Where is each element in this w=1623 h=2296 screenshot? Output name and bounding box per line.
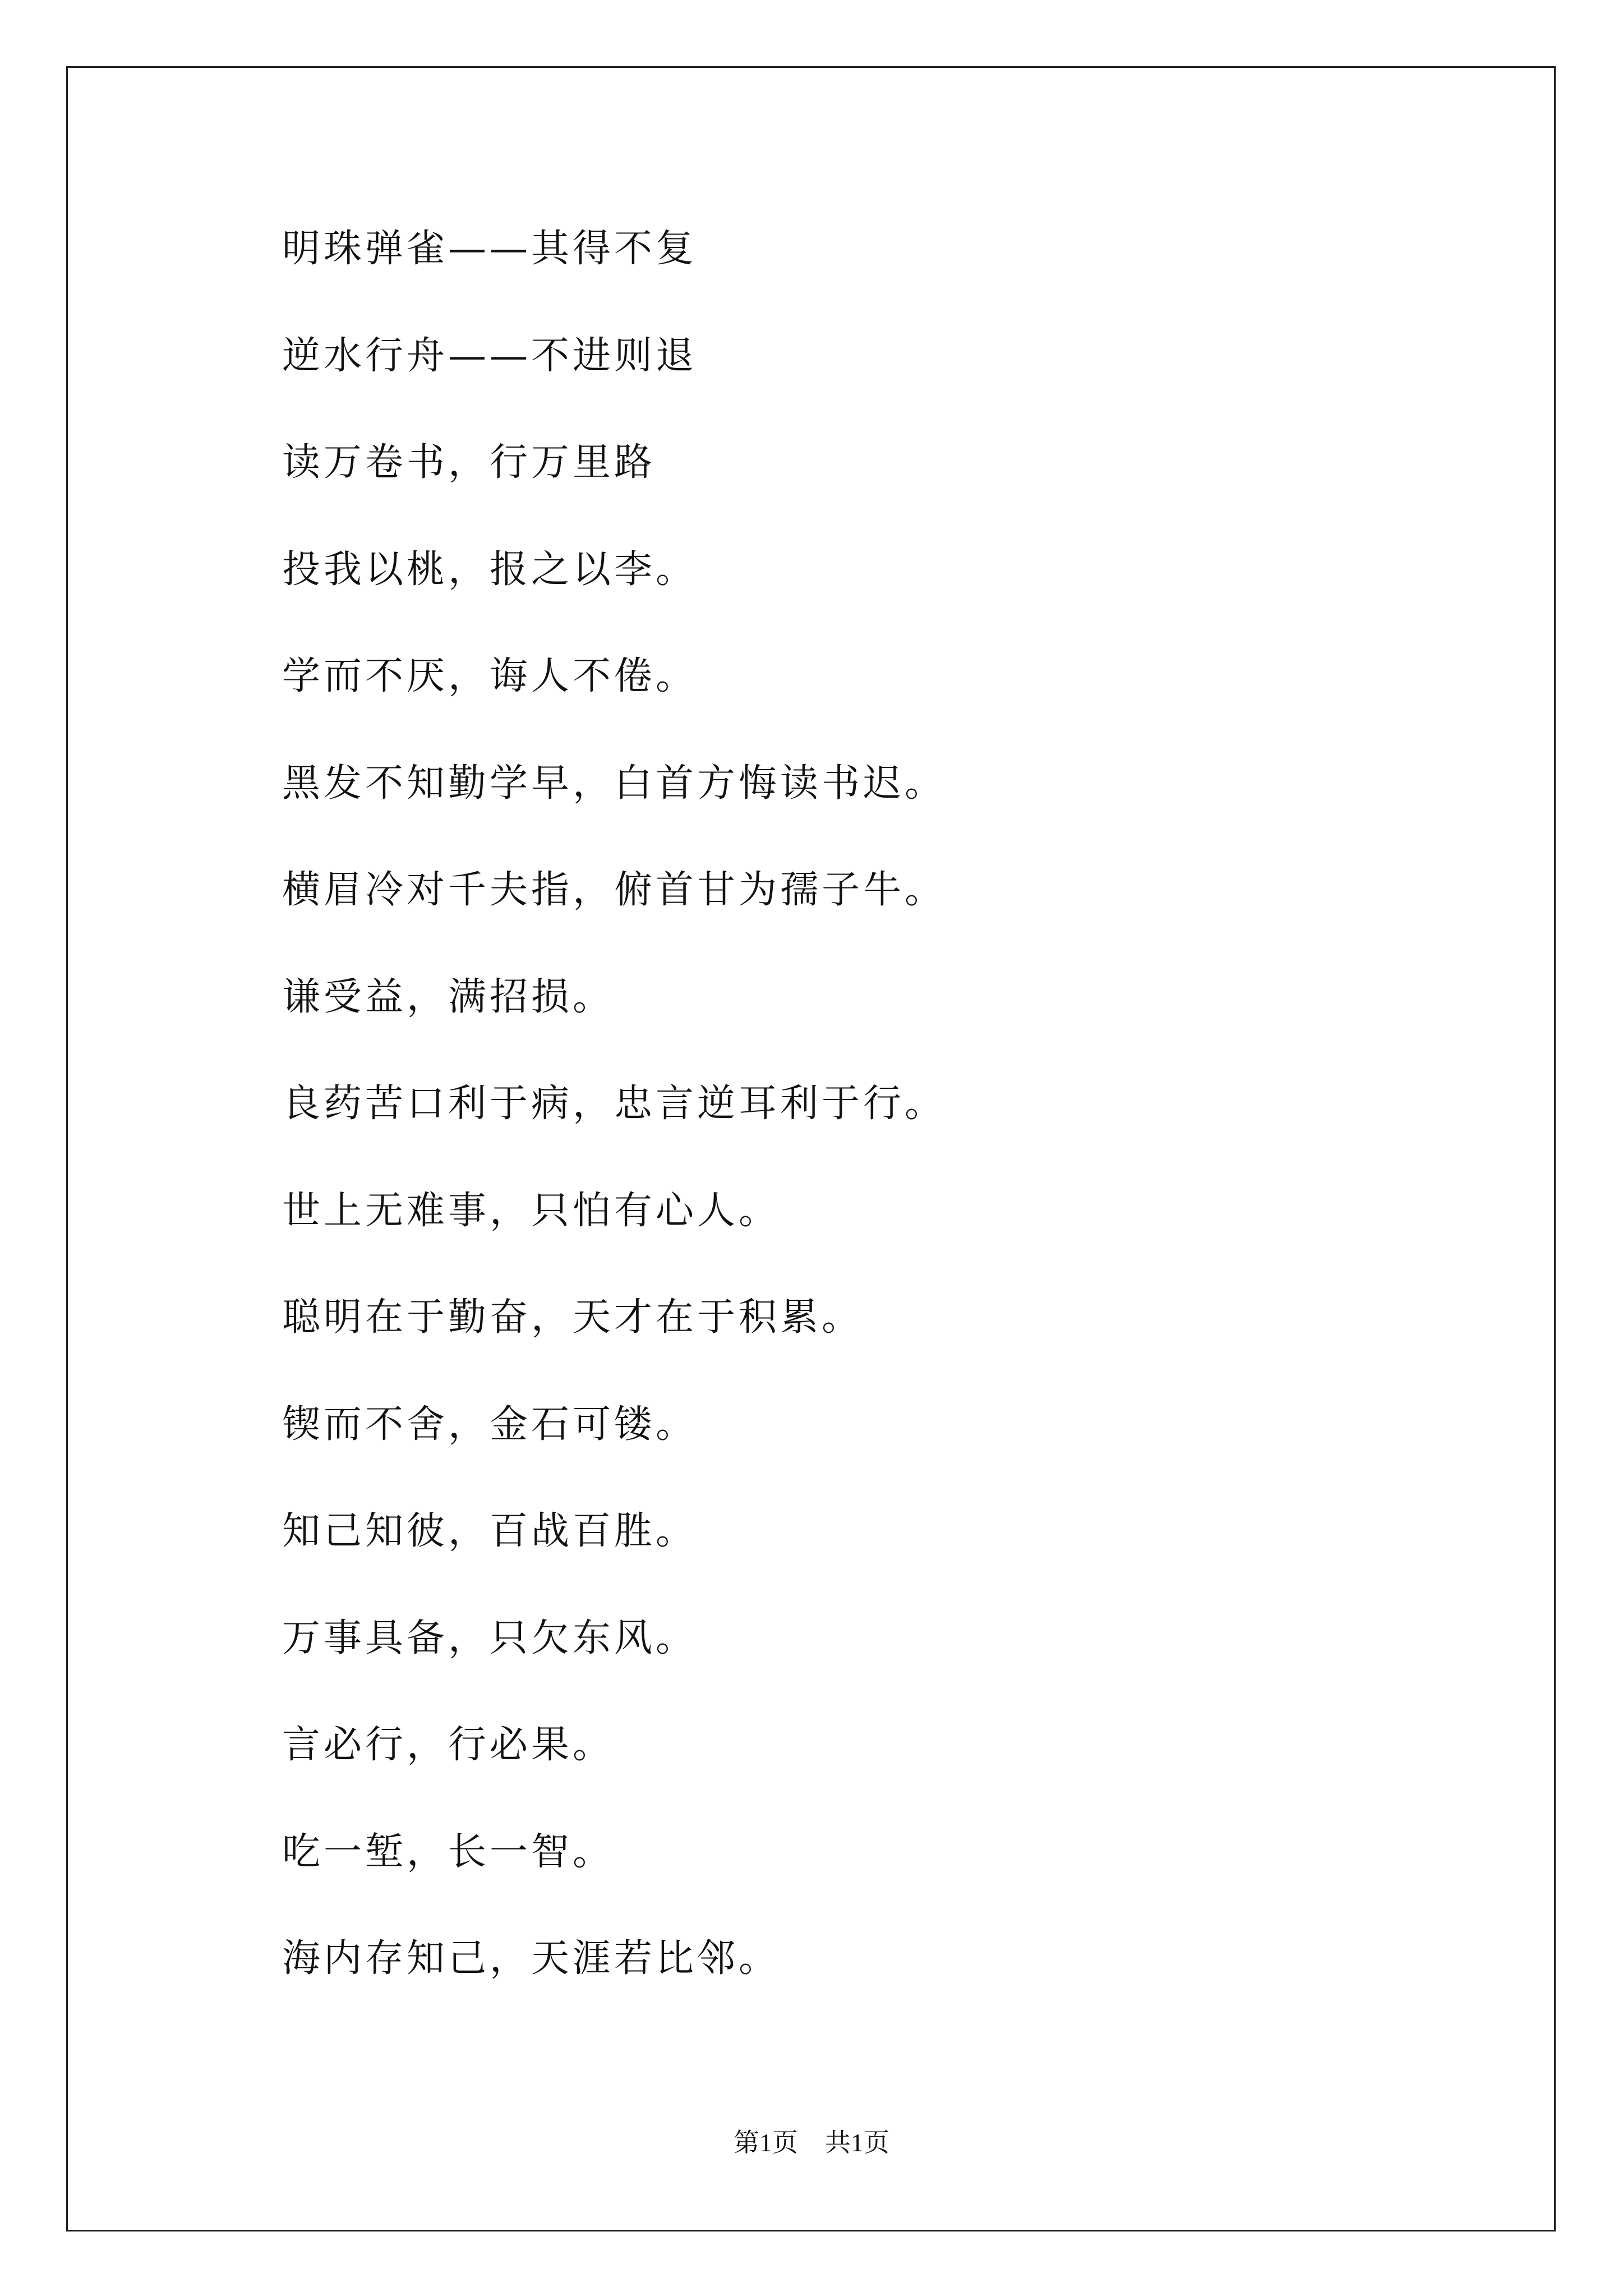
proverb-line: 黑发不知勤学早，白首方悔读书迟。 — [282, 761, 947, 806]
proverb-line: 知己知彼，百战百胜。 — [282, 1509, 698, 1553]
proverb-line: 逆水行舟——不进则退 — [282, 333, 698, 378]
proverb-line: 明珠弹雀——其得不复 — [282, 227, 698, 271]
proverb-line: 良药苦口利于病，忠言逆耳利于行。 — [282, 1082, 947, 1126]
proverb-line: 吃一堑，长一智。 — [282, 1829, 615, 1874]
proverb-line: 谦受益，满招损。 — [282, 974, 615, 1019]
proverb-line: 锲而不舍，金石可镂。 — [282, 1402, 698, 1447]
proverb-line: 横眉冷对千夫指，俯首甘为孺子牛。 — [282, 868, 947, 912]
page-total: 共1页 — [825, 2128, 889, 2157]
proverb-line: 万事具备，只欠东风。 — [282, 1616, 698, 1660]
proverb-line: 世上无难事，只怕有心人。 — [282, 1188, 781, 1233]
page-number: 第1页 — [734, 2128, 798, 2157]
proverb-line: 聪明在于勤奋，天才在于积累。 — [282, 1295, 864, 1340]
proverb-line: 言必行，行必果。 — [282, 1723, 615, 1767]
proverb-line: 投我以桃，报之以李。 — [282, 547, 698, 592]
proverb-line: 读万卷书，行万里路 — [282, 440, 656, 485]
proverb-line: 学而不厌，诲人不倦。 — [282, 654, 698, 698]
proverb-line: 海内存知己，天涯若比邻。 — [282, 1936, 781, 1981]
page-footer — [0, 2126, 1623, 2160]
proverb-list — [282, 224, 946, 2041]
